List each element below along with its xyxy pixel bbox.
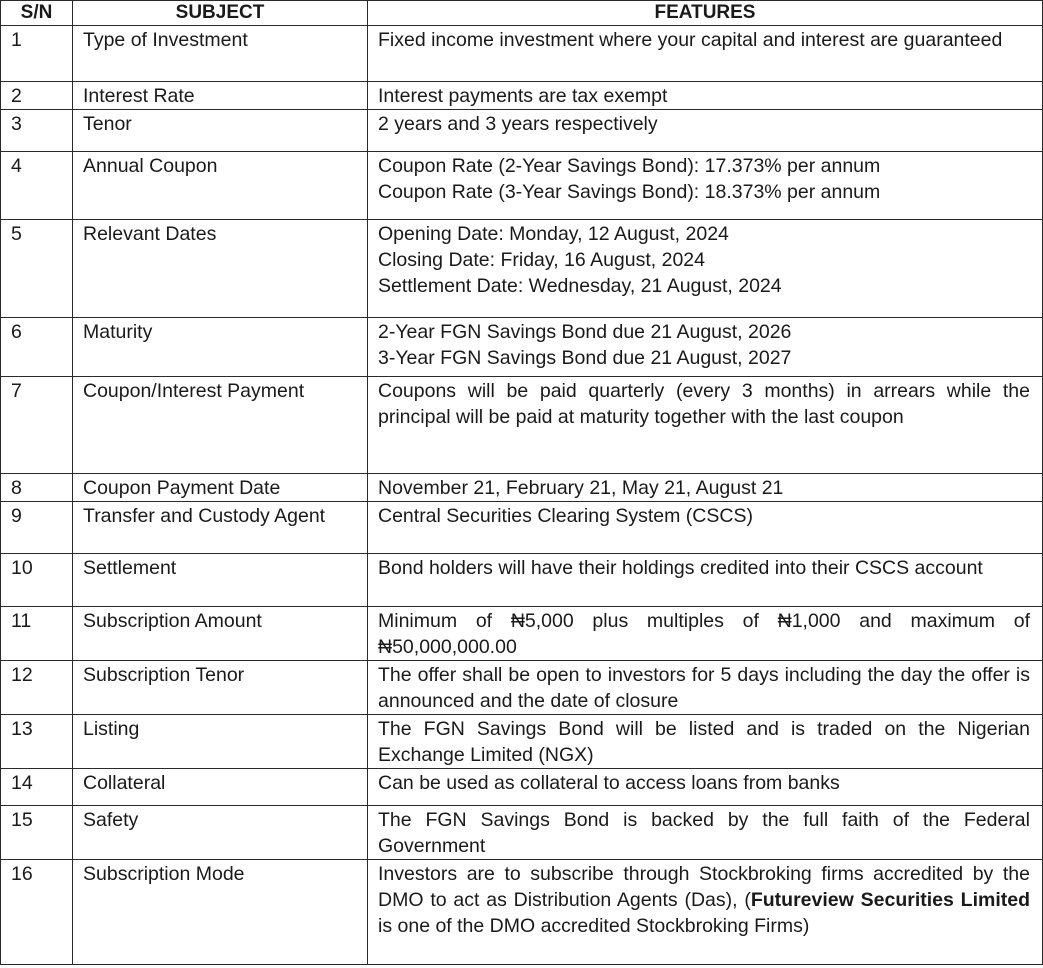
row-subject: Relevant Dates <box>73 220 368 318</box>
row-sn: 16 <box>1 860 73 965</box>
mode-text-before: Investors are to subscribe through Stockbroking firms accredited by the DMO to act as Distribution Agents (Das), ( <box>378 863 1030 911</box>
table-row <box>1 607 1043 661</box>
table-row <box>1 806 1043 860</box>
table-row <box>1 26 1043 82</box>
feature-line: Coupon Rate (3-Year Savings Bond): 18.373% per annum <box>378 181 881 203</box>
row-features: The FGN Savings Bond is backed by the full faith of the Federal Government <box>368 806 1043 860</box>
row-subject: Type of Investment <box>73 26 368 82</box>
header-row <box>1 1 1043 26</box>
table-row <box>1 377 1043 474</box>
table-row <box>1 474 1043 502</box>
row-sn: 15 <box>1 806 73 860</box>
row-features <box>368 220 1043 318</box>
header-sn: S/N <box>1 1 73 26</box>
mode-text-after: is one of the DMO accredited Stockbroking Firms) <box>378 915 810 937</box>
row-subject: Listing <box>73 715 368 769</box>
row-sn: 14 <box>1 769 73 806</box>
row-features: Can be used as collateral to access loans from banks <box>368 769 1043 806</box>
futureview-securities-name: Futureview Securities Limited <box>750 889 1030 911</box>
row-subject: Settlement <box>73 554 368 607</box>
row-sn: 1 <box>1 26 73 82</box>
table-row <box>1 715 1043 769</box>
feature-line: Settlement Date: Wednesday, 21 August, 2024 <box>378 275 782 297</box>
row-sn: 12 <box>1 661 73 715</box>
row-features <box>368 318 1043 377</box>
row-sn: 9 <box>1 502 73 554</box>
row-features <box>368 152 1043 220</box>
row-sn: 10 <box>1 554 73 607</box>
table-row <box>1 110 1043 152</box>
row-sn: 8 <box>1 474 73 502</box>
row-sn: 2 <box>1 82 73 110</box>
feature-line: 3-Year FGN Savings Bond due 21 August, 2027 <box>378 347 792 369</box>
row-features: Central Securities Clearing System (CSCS) <box>368 502 1043 554</box>
table-row <box>1 82 1043 110</box>
row-subject: Interest Rate <box>73 82 368 110</box>
row-features: The offer shall be open to investors for 5 days including the day the offer is announced and the date of closure <box>368 661 1043 715</box>
table-row <box>1 661 1043 715</box>
feature-line: Coupon Rate (2-Year Savings Bond): 17.373% per annum <box>378 155 881 177</box>
row-features: Minimum of ₦5,000 plus multiples of ₦1,000 and maximum of ₦50,000,000.00 <box>368 607 1043 661</box>
row-sn: 3 <box>1 110 73 152</box>
row-sn: 11 <box>1 607 73 661</box>
row-subject: Transfer and Custody Agent <box>73 502 368 554</box>
row-sn: 4 <box>1 152 73 220</box>
table-row <box>1 152 1043 220</box>
row-sn: 13 <box>1 715 73 769</box>
row-features: Interest payments are tax exempt <box>368 82 1043 110</box>
row-sn: 7 <box>1 377 73 474</box>
feature-line: 2-Year FGN Savings Bond due 21 August, 2026 <box>378 321 792 343</box>
row-subject: Safety <box>73 806 368 860</box>
row-subject: Coupon/Interest Payment <box>73 377 368 474</box>
row-features: Coupons will be paid quarterly (every 3 months) in arrears while the principal will be paid at maturity together with the last coupon <box>368 377 1043 474</box>
row-subject: Collateral <box>73 769 368 806</box>
table-row <box>1 769 1043 806</box>
feature-line: Opening Date: Monday, 12 August, 2024 <box>378 223 729 245</box>
header-features: FEATURES <box>368 1 1043 26</box>
row-features <box>368 860 1043 965</box>
header-subject: SUBJECT <box>73 1 368 26</box>
row-features: November 21, February 21, May 21, August 21 <box>368 474 1043 502</box>
table-row <box>1 554 1043 607</box>
row-subject: Annual Coupon <box>73 152 368 220</box>
table-row <box>1 318 1043 377</box>
row-features: 2 years and 3 years respectively <box>368 110 1043 152</box>
feature-line: Closing Date: Friday, 16 August, 2024 <box>378 249 705 271</box>
row-subject: Tenor <box>73 110 368 152</box>
table-row <box>1 502 1043 554</box>
row-sn: 6 <box>1 318 73 377</box>
row-subject: Subscription Mode <box>73 860 368 965</box>
row-subject: Coupon Payment Date <box>73 474 368 502</box>
row-features: The FGN Savings Bond will be listed and is traded on the Nigerian Exchange Limited (NGX) <box>368 715 1043 769</box>
row-sn: 5 <box>1 220 73 318</box>
table-row <box>1 220 1043 318</box>
row-features: Bond holders will have their holdings credited into their CSCS account <box>368 554 1043 607</box>
row-subject: Subscription Tenor <box>73 661 368 715</box>
row-subject: Maturity <box>73 318 368 377</box>
row-subject: Subscription Amount <box>73 607 368 661</box>
table-row <box>1 860 1043 965</box>
row-features: Fixed income investment where your capital and interest are guaranteed <box>368 26 1043 82</box>
